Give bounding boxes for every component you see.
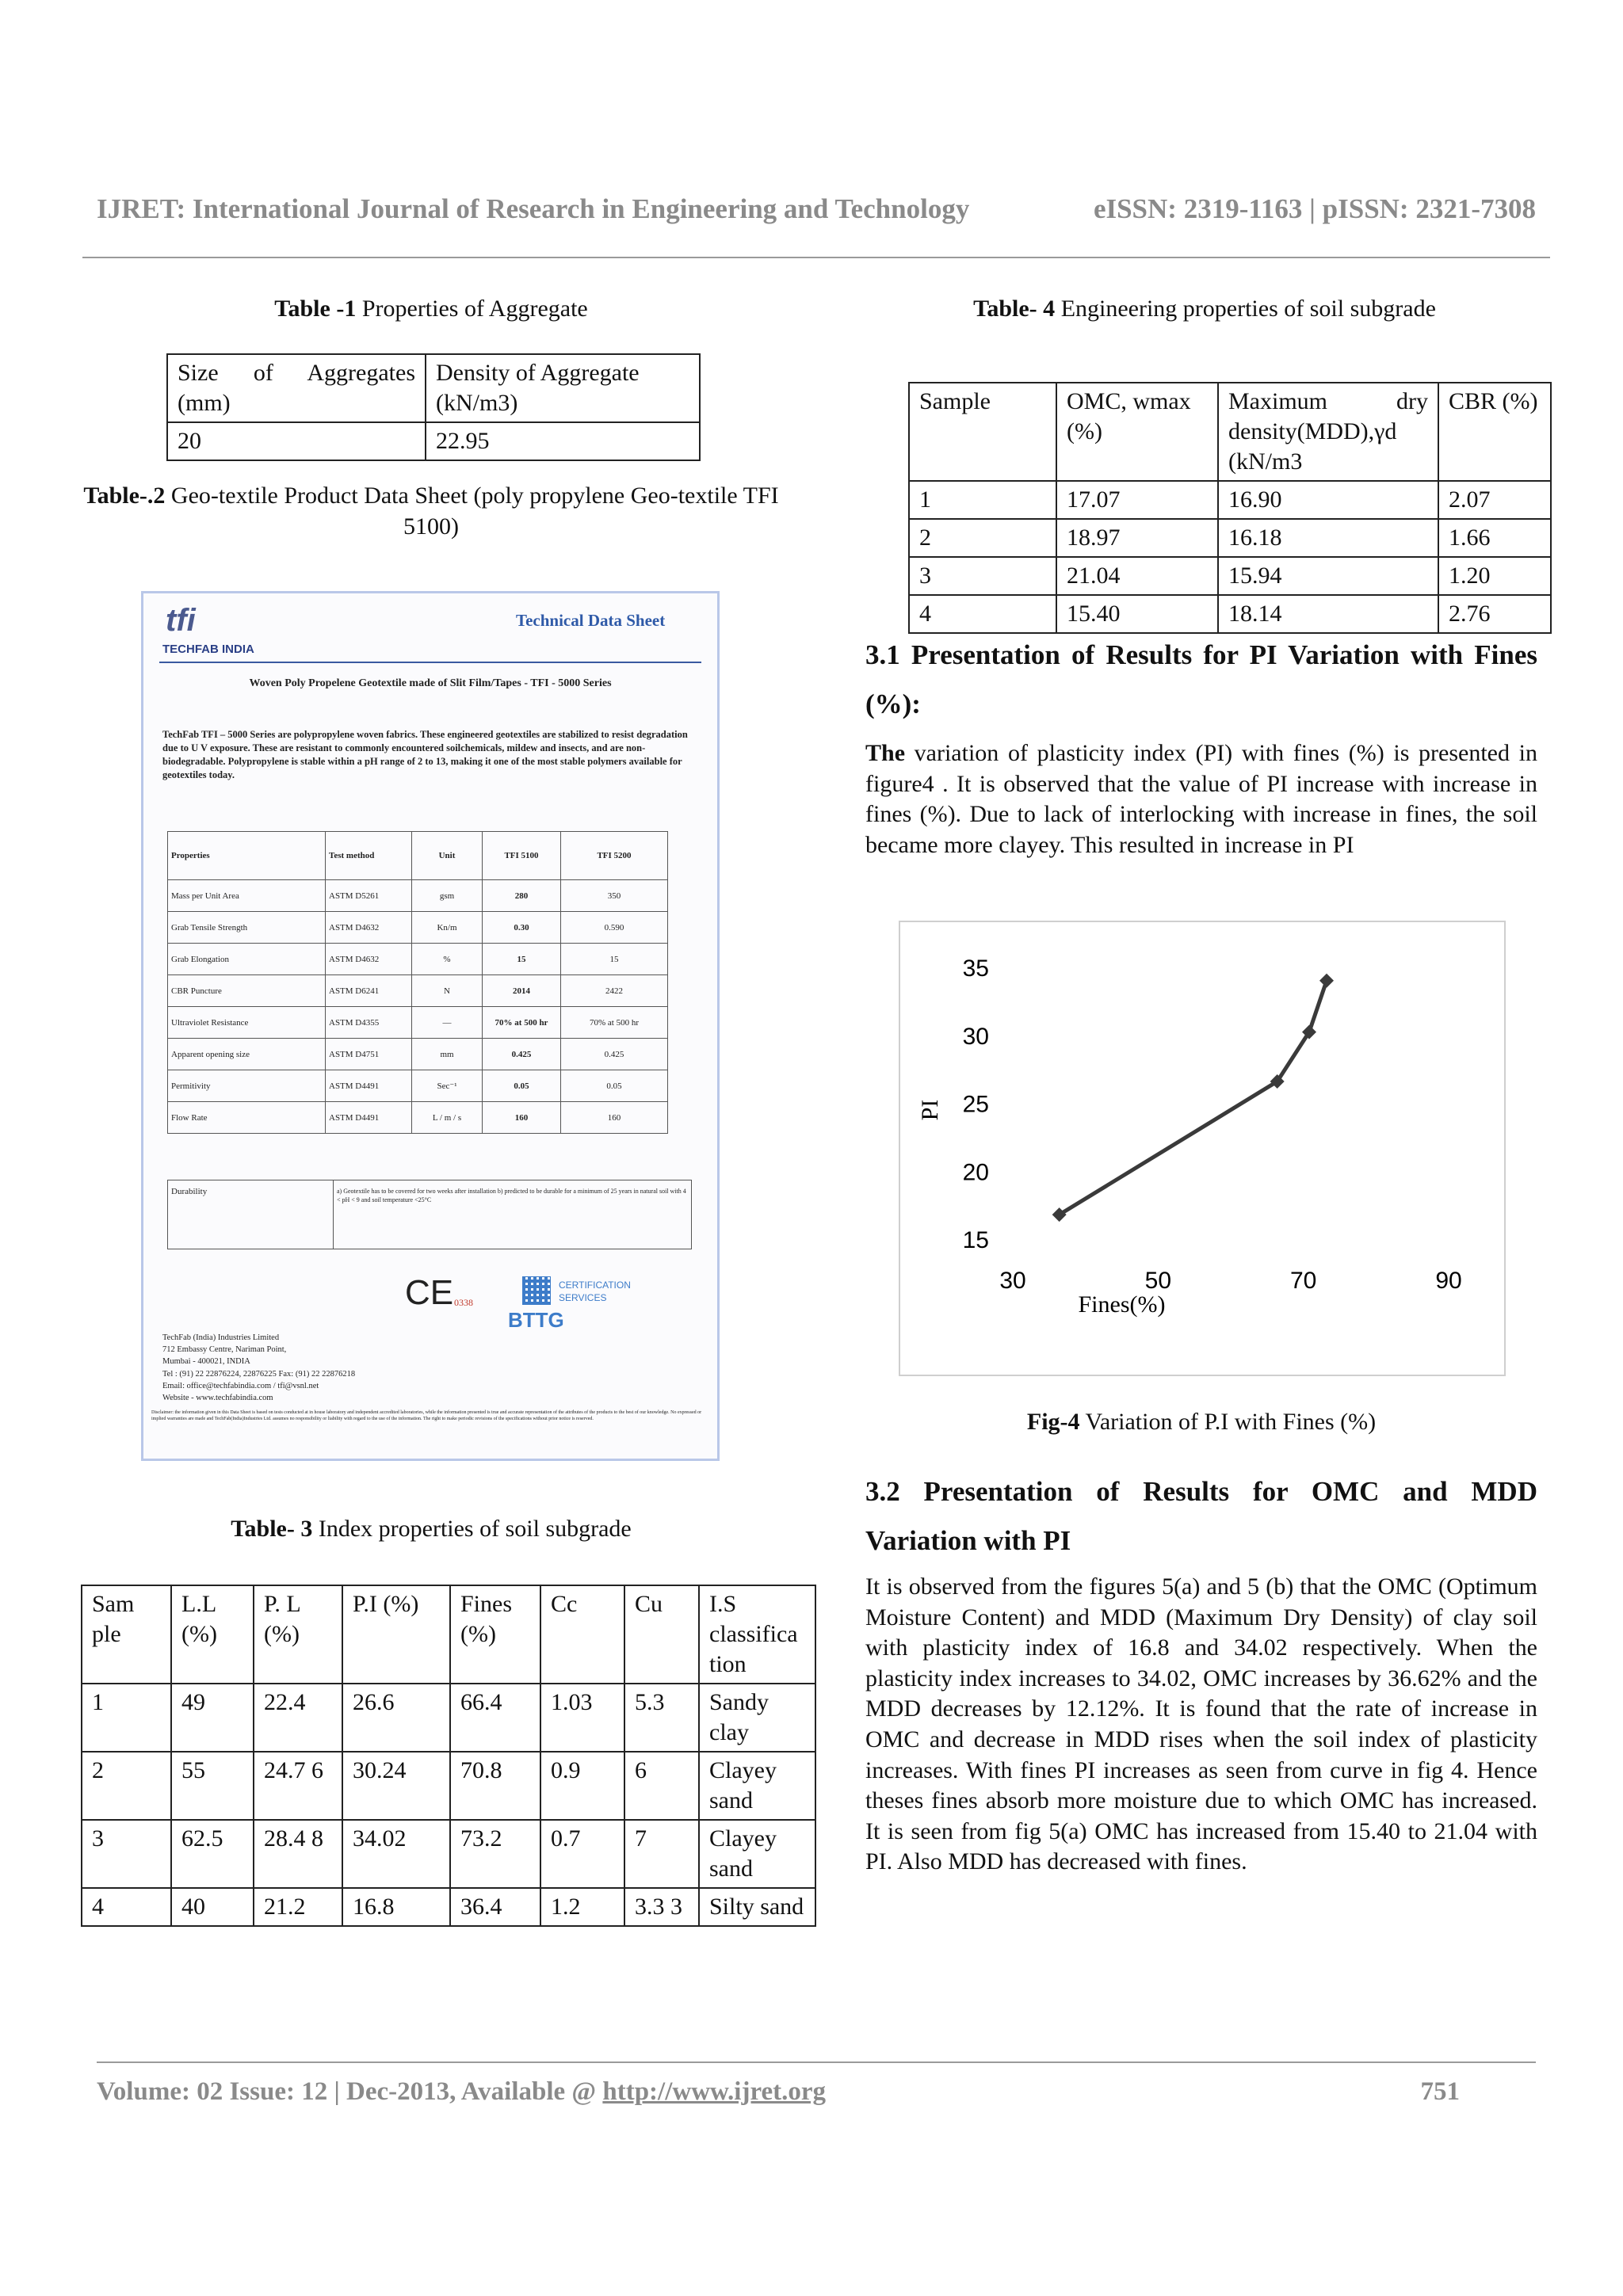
table3-cell: 34.02 — [342, 1820, 450, 1888]
address-line: Email: office@techfabindia.com / tfi@vsnl.net — [162, 1381, 319, 1390]
address-line: Mumbai - 400021, INDIA — [162, 1357, 250, 1367]
ds-cell: Sec⁻¹ — [412, 1070, 483, 1102]
durability-text: a) Geotextile has to be covered for two weeks after installation b) predicted to be durable for a minimum of 25 years in natural soil with 4 < pH < 9 and soil temperature <25°C — [334, 1180, 692, 1249]
datasheet-header-row — [168, 832, 668, 880]
section-3-2-heading: 3.2 Presentation of Results for OMC and MDD Variation with PI — [865, 1476, 1537, 1556]
table3-caption: Table- 3 Index properties of soil subgrade — [231, 1516, 632, 1542]
table1 — [166, 353, 701, 461]
table4-cell: 3 — [909, 557, 1056, 595]
ce-number: 0338 — [454, 1297, 473, 1308]
cert-line1: CERTIFICATION — [559, 1280, 631, 1291]
y-axis-label: PI — [917, 1099, 943, 1121]
table4-cell: 16.90 — [1218, 481, 1438, 519]
table4-cell: 2 — [909, 519, 1056, 557]
fig4-chart — [900, 922, 1504, 1375]
ds-header-cell: Unit — [412, 832, 483, 880]
ds-cell: ASTM D4632 — [326, 944, 412, 975]
ds-cell: 160 — [561, 1102, 668, 1134]
table4-cell: 1.20 — [1438, 557, 1551, 595]
section-3-1-heading: 3.1 Presentation of Results for PI Variation with Fines (%): — [865, 639, 1537, 719]
ds-cell: Kn/m — [412, 912, 483, 944]
x-tick-label: 90 — [1435, 1268, 1462, 1294]
x-tick-label: 50 — [1144, 1268, 1172, 1294]
ds-cell: N — [412, 975, 483, 1007]
table3-header-cell: Fines (%) — [450, 1585, 540, 1684]
ds-cell: Permitivity — [168, 1070, 326, 1102]
ds-cell: 0.30 — [483, 912, 561, 944]
table4-cell: 21.04 — [1056, 557, 1218, 595]
table3-cell: 73.2 — [450, 1820, 540, 1888]
table-row — [909, 481, 1551, 519]
table3-cell: 28.4 8 — [254, 1820, 342, 1888]
ds-cell: 15 — [483, 944, 561, 975]
x-axis-label: Fines(%) — [1078, 1291, 1166, 1318]
table4-cell: 1.66 — [1438, 519, 1551, 557]
table4-cell: 2.76 — [1438, 595, 1551, 633]
ds-cell: Grab Tensile Strength — [168, 912, 326, 944]
table3-cell: 22.4 — [254, 1684, 342, 1752]
table1-header-cell: Size of Aggregates (mm) — [167, 354, 426, 422]
table-row — [909, 519, 1551, 557]
y-tick-label: 15 — [962, 1227, 989, 1253]
table4-header-row — [909, 383, 1551, 481]
bttg-label: BTTG — [508, 1308, 564, 1332]
x-tick-label: 30 — [999, 1268, 1026, 1294]
ds-header-cell: Properties — [168, 832, 326, 880]
table3-header-cell: I.S classifica tion — [699, 1585, 815, 1684]
journal-name: IJRET: International Journal of Research in Engineering and Technology — [97, 193, 970, 224]
table1-cell: 22.95 — [426, 422, 700, 460]
address-line: TechFab (India) Industries Limited — [162, 1333, 280, 1342]
table3-cell: Silty sand — [699, 1888, 815, 1926]
table1-caption: Table -1 Properties of Aggregate — [274, 296, 588, 322]
footer-volume: Volume: 02 Issue: 12 | Dec-2013, Available @ http://www.ijret.org — [97, 2077, 827, 2106]
durability-label: Durability — [168, 1180, 334, 1249]
table-row — [909, 557, 1551, 595]
journal-link[interactable]: http://www.ijret.org — [602, 2077, 827, 2106]
ds-cell: 2422 — [561, 975, 668, 1007]
ds-cell: L / m / s — [412, 1102, 483, 1134]
table-row — [168, 1070, 668, 1102]
table3-cell: 62.5 — [171, 1820, 254, 1888]
running-footer — [97, 2077, 1460, 2107]
table1-header-row — [167, 354, 700, 422]
ds-cell: ASTM D4355 — [326, 1007, 412, 1039]
ds-cell: ASTM D5261 — [326, 880, 412, 912]
section-3-1-body: The variation of plasticity index (PI) with fines (%) is presented in figure4 . It is observed that the value of PI increase with increase in fines (%). Due to lack of interlocking with increase in fines, the soil became more clayey. This resulted in increase in PI — [865, 740, 1537, 858]
data-point — [1319, 974, 1334, 988]
ds-cell: 0.05 — [561, 1070, 668, 1102]
ds-cell: 0.05 — [483, 1070, 561, 1102]
ds-cell: Flow Rate — [168, 1102, 326, 1134]
table3-cell: 3.3 3 — [624, 1888, 699, 1926]
series-line — [1060, 981, 1327, 1215]
datasheet-durability-table — [167, 1180, 692, 1249]
table3-cell: 0.9 — [540, 1752, 624, 1820]
x-tick-label: 70 — [1289, 1268, 1317, 1294]
y-tick-label: 20 — [962, 1159, 989, 1186]
table3-header-cell: Sam ple — [82, 1585, 171, 1684]
page-number: 751 — [1420, 2077, 1460, 2106]
fig4-caption: Fig-4 Variation of P.I with Fines (%) — [1026, 1409, 1377, 1435]
table3-cell: 5.3 — [624, 1684, 699, 1752]
table4-cell: 16.18 — [1218, 519, 1438, 557]
table3-header-cell: P.I (%) — [342, 1585, 450, 1684]
table4-cell: 15.40 — [1056, 595, 1218, 633]
bttg-logo-icon — [522, 1276, 551, 1305]
table4-cell: 4 — [909, 595, 1056, 633]
ds-cell: Grab Elongation — [168, 944, 326, 975]
address-line: 712 Embassy Centre, Nariman Point, — [162, 1345, 287, 1355]
table3-cell: 2 — [82, 1752, 171, 1820]
ds-cell: 0.590 — [561, 912, 668, 944]
table3-cell: 7 — [624, 1820, 699, 1888]
ds-cell: 350 — [561, 880, 668, 912]
ds-header-cell: TFI 5200 — [561, 832, 668, 880]
table4-cell: 1 — [909, 481, 1056, 519]
table3-cell: 16.8 — [342, 1888, 450, 1926]
table-row — [168, 1180, 692, 1249]
footer-rule — [97, 2061, 1536, 2063]
ds-cell: CBR Puncture — [168, 975, 326, 1007]
table-row — [82, 1752, 815, 1820]
technical-data-sheet-image — [141, 591, 720, 1461]
table3-cell: Clayey sand — [699, 1820, 815, 1888]
table3-cell: 1 — [82, 1684, 171, 1752]
y-tick-label: 25 — [962, 1091, 989, 1118]
issn: eISSN: 2319-1163 | pISSN: 2321-7308 — [1093, 193, 1536, 224]
table3-cell: 21.2 — [254, 1888, 342, 1926]
table4-header-cell: CBR (%) — [1438, 383, 1551, 481]
table3-cell: Sandy clay — [699, 1684, 815, 1752]
ds-cell: 0.425 — [483, 1039, 561, 1070]
cert-line2: SERVICES — [559, 1292, 607, 1303]
table3-cell: 1.03 — [540, 1684, 624, 1752]
datasheet-subtitle: Woven Poly Propelene Geotextile made of Slit Film/Tapes - TFI - 5000 Series — [249, 677, 612, 689]
table4-cell: 18.97 — [1056, 519, 1218, 557]
table3-header-row — [82, 1585, 815, 1684]
ds-cell: mm — [412, 1039, 483, 1070]
ds-cell: — — [412, 1007, 483, 1039]
brand-name: TECHFAB INDIA — [162, 643, 254, 656]
table1-header-cell: Density of Aggregate (kN/m3) — [426, 354, 700, 422]
table3-cell: 36.4 — [450, 1888, 540, 1926]
ds-header-cell: Test method — [326, 832, 412, 880]
table3-cell: 40 — [171, 1888, 254, 1926]
datasheet-intro: TechFab TFI – 5000 Series are polypropylene woven fabrics. These engineered geotextiles are stabilized to resist degradation due to U V exposure. These are resistant to commonly encountered soilchemicals, mildew and insects, and are non-biodegradable. Polypropylene is stable within a pH range of 2 to 13, making it one of the most stable polymers available for geotextiles today. — [162, 729, 688, 780]
table-row — [167, 422, 700, 460]
ds-header-cell: TFI 5100 — [483, 832, 561, 880]
table3-cell: 70.8 — [450, 1752, 540, 1820]
table3-cell: 55 — [171, 1752, 254, 1820]
section-3-2-body: It is observed from the figures 5(a) and 5 (b) that the OMC (Optimum Moisture Content) and MDD (Maximum Dry Density) of clay soil with plasticity index of 16.8 and 34.02 respectively. When the plasticity index increases to 34.02, OMC increases by 36.62% and the MDD decreases by 12.12%. It is found that the rate of increase in OMC and decrease in MDD rises when the soil index of plasticity increases. With fines PI increases as seen from curve in fig 4. Hence theses fines absorb more moisture due to which OMC has increased. It is seen from fig 5(a) OMC has increased from 15.40 to 21.04 with PI. Also MDD has decreased with fines. — [865, 1573, 1537, 1875]
table4-header-cell: Sample — [909, 383, 1056, 481]
tfi-logo: tfi — [166, 603, 196, 638]
fig4-chart-frame — [899, 921, 1506, 1376]
ds-cell: Mass per Unit Area — [168, 880, 326, 912]
address-line: Website - www.techfabindia.com — [162, 1394, 273, 1403]
ds-cell: 2014 — [483, 975, 561, 1007]
ds-cell: 15 — [561, 944, 668, 975]
table4-cell: 18.14 — [1218, 595, 1438, 633]
table3-header-cell: P. L (%) — [254, 1585, 342, 1684]
table4-caption: Table- 4 Engineering properties of soil subgrade — [973, 296, 1436, 322]
ce-mark: CE — [405, 1273, 454, 1312]
table4-header-cell: OMC, wmax (%) — [1056, 383, 1218, 481]
table-row — [82, 1888, 815, 1926]
table3-cell: 26.6 — [342, 1684, 450, 1752]
table3-cell: 49 — [171, 1684, 254, 1752]
table-row — [168, 1102, 668, 1134]
ds-cell: gsm — [412, 880, 483, 912]
table-row — [168, 912, 668, 944]
header-rule — [82, 257, 1550, 258]
datasheet-properties-table — [167, 831, 668, 1134]
company-address — [162, 1332, 355, 1404]
ds-cell: ASTM D6241 — [326, 975, 412, 1007]
running-header — [97, 193, 1536, 225]
table3-cell: 6 — [624, 1752, 699, 1820]
table-row — [168, 944, 668, 975]
table3-cell: Clayey sand — [699, 1752, 815, 1820]
table-row — [168, 975, 668, 1007]
datasheet-disclaimer: Disclaimer: the information given in this Data Sheet is based on tests conducted at in house laboratory and independent accredited laboratories, while the information presented is true and accurate representation of the attributes of the products to the best of our knowledge. No expressed or implied warranties are made and TechFab(India)Industries Ltd. assumes no responsibility or liability with regard to the use of the information. The right to make periodic revisions of the specifications without prior notice is reserved. — [151, 1410, 702, 1421]
table3-header-cell: Cc — [540, 1585, 624, 1684]
ds-cell: 160 — [483, 1102, 561, 1134]
table3-cell: 66.4 — [450, 1684, 540, 1752]
table-row — [168, 880, 668, 912]
ds-cell: Ultraviolet Resistance — [168, 1007, 326, 1039]
ds-cell: ASTM D4632 — [326, 912, 412, 944]
y-tick-label: 30 — [962, 1023, 989, 1050]
ds-cell: Apparent opening size — [168, 1039, 326, 1070]
table4-header-cell: Maximum dry density(MDD),γd (kN/m3 — [1218, 383, 1438, 481]
ds-cell: 70% at 500 hr — [483, 1007, 561, 1039]
table4-cell: 17.07 — [1056, 481, 1218, 519]
table4-cell: 2.07 — [1438, 481, 1551, 519]
ds-cell: ASTM D4491 — [326, 1070, 412, 1102]
ds-cell: 280 — [483, 880, 561, 912]
table3-cell: 24.7 6 — [254, 1752, 342, 1820]
table3-cell: 0.7 — [540, 1820, 624, 1888]
table3-cell: 4 — [82, 1888, 171, 1926]
ds-cell: ASTM D4491 — [326, 1102, 412, 1134]
table-row — [168, 1039, 668, 1070]
table3-header-cell: L.L (%) — [171, 1585, 254, 1684]
table3 — [81, 1585, 816, 1927]
table3-cell: 3 — [82, 1820, 171, 1888]
table3-header-cell: Cu — [624, 1585, 699, 1684]
table3-cell: 30.24 — [342, 1752, 450, 1820]
table1-cell: 20 — [167, 422, 426, 460]
table-row — [82, 1820, 815, 1888]
table-row — [82, 1684, 815, 1752]
ds-cell: 70% at 500 hr — [561, 1007, 668, 1039]
datasheet-heading: Technical Data Sheet — [516, 611, 666, 630]
y-tick-label: 35 — [962, 955, 989, 982]
address-line: Tel : (91) 22 22876224, 22876225 Fax: (91) 22 22876218 — [162, 1369, 356, 1379]
table-row — [909, 595, 1551, 633]
ds-cell: ASTM D4751 — [326, 1039, 412, 1070]
ds-cell: 0.425 — [561, 1039, 668, 1070]
table4 — [908, 382, 1552, 634]
table3-cell: 1.2 — [540, 1888, 624, 1926]
table4-cell: 15.94 — [1218, 557, 1438, 595]
datasheet-rule — [159, 662, 701, 663]
ds-cell: % — [412, 944, 483, 975]
table-row — [168, 1007, 668, 1039]
table2-caption: Table-.2 Geo-textile Product Data Sheet (poly propylene Geo-textile TFI 5100) — [83, 482, 779, 540]
